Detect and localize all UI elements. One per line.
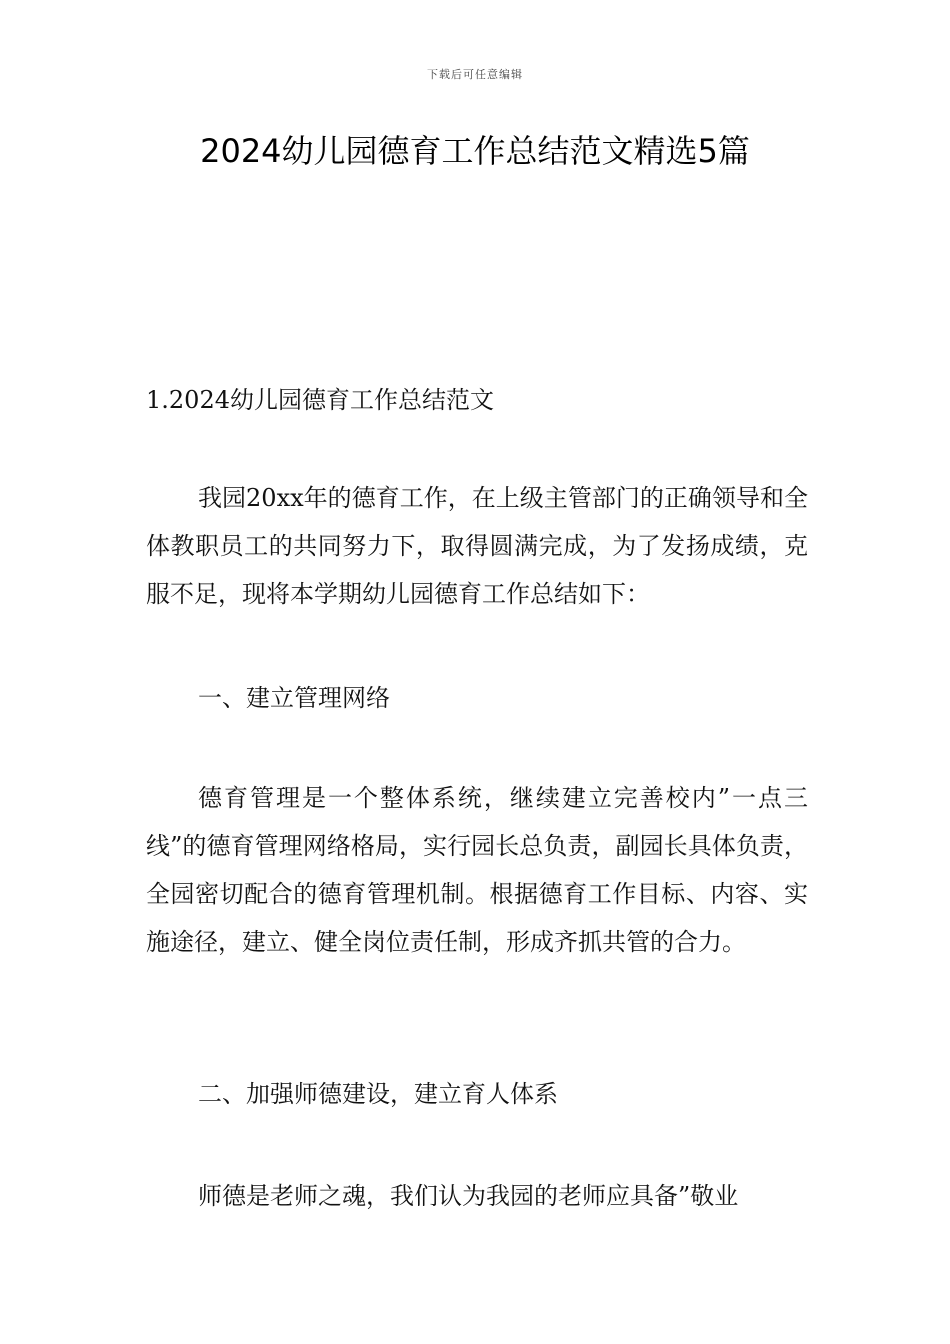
- document-title: 2024幼儿园德育工作总结范文精选5篇: [200, 132, 750, 170]
- section-title: 1.2024幼儿园德育工作总结范文: [146, 386, 494, 414]
- heading-teacher-ethics: 二、加强师德建设，建立育人体系: [198, 1080, 558, 1108]
- header-note: 下载后可任意编辑: [427, 68, 523, 81]
- teacher-ethics-paragraph: 师德是老师之魂，我们认为我园的老师应具备”敬业: [198, 1182, 739, 1210]
- management-paragraph: 德育管理是一个整体系统，继续建立完善校内”一点三线”的德育管理网络格局，实行园长总负责，副园长具体负责，全园密切配合的德育管理机制。根据德育工作目标、内容、实施途径，建立、健全岗位责任制，形成齐抓共管的合力。: [146, 784, 808, 956]
- intro-paragraph: 我园20xx年的德育工作，在上级主管部门的正确领导和全体教职员工的共同努力下，取得圆满完成，为了发扬成绩，克服不足，现将本学期幼儿园德育工作总结如下：: [146, 484, 808, 608]
- heading-management-network: 一、建立管理网络: [198, 684, 390, 712]
